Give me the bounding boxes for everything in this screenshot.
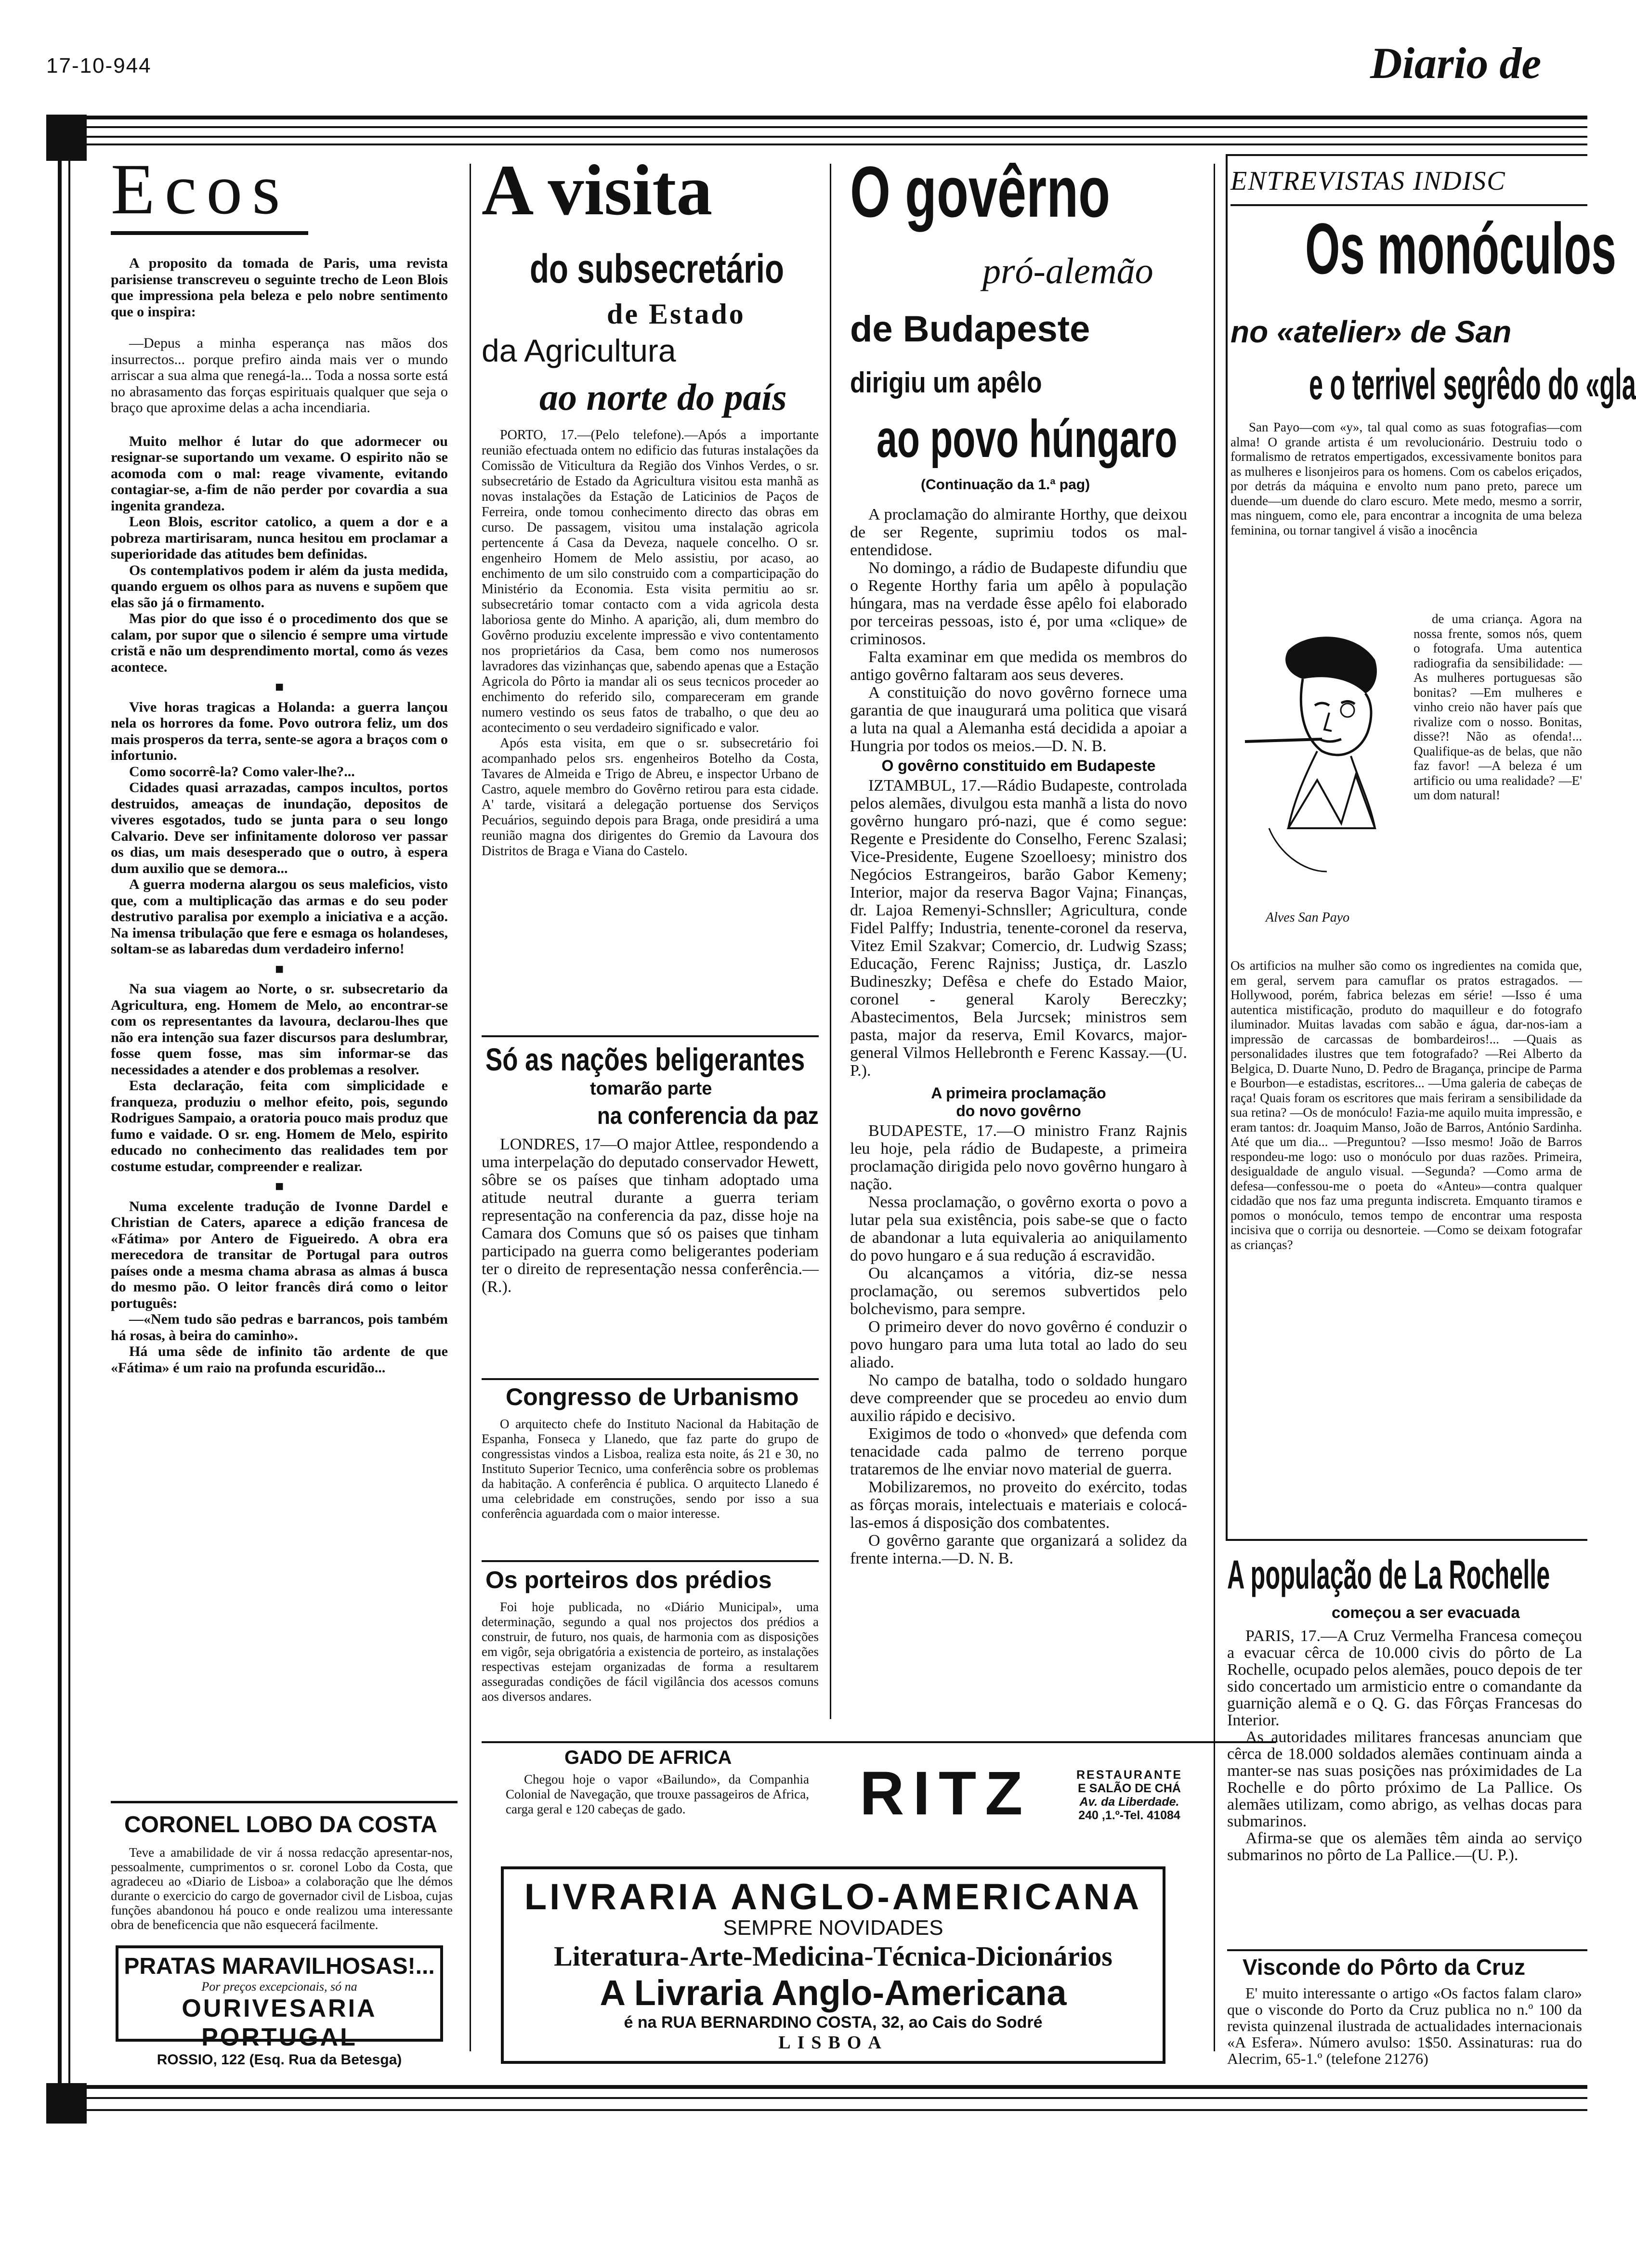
entrevistas-text1: San Payo—com «y», tal qual como as suas fotografias—com alma! O grande artista é um revolucionário. Destruiu todo o formalismo de retratos empertigados, excessivamente bonitos para as mulheres e lisonjeiros para os homens. Com os cabelos eriçados, por detrás da máquina e envolto num pano preto, parece um duende—um duende do claro escuro. Mete medo, mesmo a sorrir, mas ninguem, como ele, para encontrar a incognita de uma beleza feminina, ou tornar tangivel á visão a inocência — [1230, 420, 1582, 537]
urbanismo-rule — [482, 1378, 819, 1380]
header-rule-3 — [87, 136, 1587, 138]
governo-sub1: O govêrno constituido em Budapeste — [881, 757, 1156, 774]
entrevistas-h1: Os monóculos — [1305, 208, 1616, 289]
livraria-ad — [501, 1866, 1165, 2064]
header-rule-4 — [87, 143, 1587, 145]
governo-sub2b: do novo govêrno — [956, 1102, 1081, 1120]
livraria-line4: A Livraria Anglo-Americana — [600, 1973, 1067, 2013]
pratas-line3: OURIVESARIA PORTUGAL — [182, 1994, 377, 2051]
porteiros-text: Foi hoje publicada, no «Diário Municipal», uma determinação, segundo a qual nos projectos dos prédios a construir, de futuro, nos quais, de harmonia com as disposições em vigôr, seja obrigatória a existencia de porteiro, as instalações respectivas estejam organizadas de forma a resultarem asseguradas condições de fácil vigilância dos acessos comuns aos diversos andares. — [482, 1600, 819, 1704]
governo-sub2a: A primeira proclamação — [931, 1084, 1106, 1102]
visconde-title: Visconde do Pôrto da Cruz — [1243, 1955, 1525, 1980]
ritz-name: RITZ — [860, 1759, 1032, 1828]
visconde-rule — [1227, 1949, 1587, 1951]
footer-rule-2 — [87, 2097, 1587, 2099]
governo-h4: dirigiu um apêlo — [850, 366, 1042, 399]
entrevistas-box-top — [1226, 154, 1587, 156]
nacoes-rule — [482, 1035, 819, 1037]
margin-rule-left-2 — [68, 159, 70, 2090]
porteiros-rule — [482, 1560, 819, 1562]
ecos-body — [111, 255, 448, 1376]
ecos-title: Ecos — [111, 149, 290, 229]
visita-h1: A visita — [482, 150, 713, 230]
livraria-line3: Literatura-Arte-Medicina-Técnica-Dicionários — [554, 1941, 1112, 1972]
visita-h3: de Estado — [607, 298, 746, 330]
visita-h2: do subsecretário — [530, 246, 784, 291]
nacoes-h3: na conferencia da paz — [597, 1102, 819, 1129]
governo-h1: O govêrno — [850, 151, 1111, 232]
ecos-separator-1: ■ — [275, 679, 284, 695]
ecos-p1: A proposito da tomada de Paris, uma revista parisiense transcreveu o seguinte trecho de Leon Blois que impressiona pela beleza e pelo nobre sentimento que o inspira: — [111, 255, 448, 320]
ritz-line4: 240 ,1.º-Tel. 41084 — [1078, 1809, 1180, 1822]
lobo-text: Teve a amabilidade de vir á nossa redacção apresentar-nos, pessoalmente, cumprimentos o sr. coronel Lobo da Costa, que agradeceu ao «Diario de Lisboa» a colaboração que lhe démos durante o exercicio do cargo de governador civil de Lisboa, cujas funções abandonou há pouco e onde realizou uma interessante obra de beneficencia que não esquecerá facilmente. — [111, 1845, 453, 1932]
urbanismo-text: O arquitecto chefe do Instituto Nacional da Habitação de Espanha, Fonseca y Llanedo, que faz parte do grupo de congressistas vindos a Lisboa, realiza esta noite, ás 21 e 30, no Instituto Superior Tecnico, uma conferência sobre os problemas da habitação. A conferência é publica. O arquitecto Llanedo é uma celebridade em construções, sendo por isso a sua conferência aguardada com o maior interesse. — [482, 1417, 819, 1521]
ecos-bold-block-4: Numa excelente tradução de Ivonne Dardel e Christian de Caters, aparece a edição francesa de «Fátima» por Antero de Figueiredo. A obra era merecedora de transitar de Portugal para outros países onde a mesma chama abrasa as almas á busca do mesmo pão. O leitor francês dirá como o leitor português: —«Nem tudo são pedras e barrancos, pois também há rosas, à beira do caminho». Há uma sêde de infinito tão ardente de que «Fátima» é um raio na profunda escuridão... — [111, 1198, 448, 1376]
nacoes-text: LONDRES, 17—O major Attlee, respondendo a uma interpelação do deputado conservador Hewett, sôbre se os países que tinham adoptado uma atitude neutral durante a guerra teriam representação na conferencia da paz, disse hoje na Camara dos Comuns que só os paises que tinham participado na guerra como beligerantes poderiam ter o direito de representação nessa conferência.—(R.). — [482, 1135, 819, 1296]
ecos-bold-block-3: Na sua viagem ao Norte, o sr. subsecretario da Agricultura, eng. Homem de Melo, ao encontrar-se com os representantes da lavoura, declarou-lhes que não era intenção sua fazer discursos para deslumbrar, fosse quem fosse, mas sim informar-se das necessidades a atender e dos problemas a resolver. Esta declaração, feita com simplicidade e franqueza, produziu o melhor efeito, pois, segundo Rodrigues Sampaio, a oratoria pouco mais produz que fumo e vaidade. O sr. eng. Homem de Melo, espirito educado no conhecimento das realidades tem por costume estudar, compreender e realizar. — [111, 981, 448, 1174]
rochelle-h1: A população de La Rochelle — [1227, 1552, 1550, 1597]
visconde-text: E' muito interessante o artigo «Os factos falam claro» que o visconde do Porto da Cruz publica no n.º 100 da revista quinzenal ilustrada de actualidades internacionais «A Esfera». Número avulso: 1$50. Assinaturas: rua do Alecrim, 65-1.º (telefone 21276) — [1227, 1984, 1582, 2067]
rochelle-h2: começou a ser evacuada — [1332, 1603, 1520, 1621]
margin-block-bottom — [46, 2083, 87, 2124]
livraria-line6: LISBOA — [778, 2033, 888, 2053]
ecos-separator-3: ■ — [275, 1178, 284, 1194]
governo-body: A proclamação do almirante Horthy, que deixou de ser Regente, suprimiu todos os mal-entendidose. No domingo, a rádio de Budapeste difundiu que o Regente Horthy faria um apêlo à população húngara, mas na verdade êsse apêlo foi elaborado por terceiras pessoas, isto é, por uma «clique» de criminosos. Falta examinar em que medida os membros do antigo govêrno faltaram aos seus deveres. A constituição do novo govêrno fornece uma garantia de que inaugurará uma politica que visará a luta na qual a Alemanha está decidida a apoiar a Hungria por todos os meios.—D. N. B. O govêrno constituido em Budapeste IZTAMBUL, 17.—Rádio Budapeste, controlada pelos alemães, divulgou esta manhã a lista do novo govêrno hungaro pró-nazi, que é como segue: Regente e Presidente do Conselho, Ferenc Szalasi; Vice-Presidente, Eugene Szoelloesy; ministro dos Negócios Estrangeiros, barão Gabor Kemeny; Interior, major da reserva Bagor Vajna; Finanças, dr. Lajoa Remenyi-Schnsller; Agricultura, conde Fidel Palffy; Industria, tenente-coronel da reserva, Vitez Emil Szakvar; Comercio, dr. Ludwig Szass; Educação, Ferenc Rajniss; Justiça, dr. Laszlo Budineszky; Defêsa e chefe do Estado Maior, coronel - general Karoly Bereczky; Abastecimentos, Bela Jurcsek; ministros sem pasta, major da reserva, Emil Kovarcs, major-general Vilmos Hellebronth e Ferenc Kassay.—(U. P.). A primeira proclamação do novo govêrno BUDAPESTE, 17.—O ministro Franz Rajnis leu hoje, pela rádio de Budapeste, a primeira proclamação dirigida pelo novo govêrno hungaro à nação. Nessa proclamação, o govêrno exorta o povo a lutar pela sua existência, pois sabe-se que o facto de abandonar a luta equivaleria ao aniquilamento do povo hungaro e á sua redução á escravidão. Ou alcançamos a vitória, diz-se nessa proclamação, ou seremos subvertidos pelo bolchevismo, para sempre. O primeiro dever do novo govêrno é conduzir o povo hungaro para uma luta total ao lado do seu aliado. No campo de batalha, todo o soldado hungaro deve compreender que se procedeu ao envio dum auxilio rápido e decisivo. Exigimos de todo o «honved» que defenda com tenacidade cada palmo de terreno porque trataremos de lhe enviar novo material de guerra. Mobilizaremos, no proveito do exército, todas as fôrças morais, intelectuais e materiais e colocá-las-emos á disposição dos combatentes. O govêrno garante que organizará a solidez da frente interna.—D. N. B. — [850, 506, 1187, 1567]
ecos-separator-2: ■ — [275, 961, 284, 977]
entrevistas-text-narrow: de uma criança. Agora na nossa frente, somos nós, quem o fotografa. Uma autentica radiografia da sensibilidade: —As mulheres portuguesas são bonitas? —Em mulheres e vinho creio não haver país que rivalize com o nosso. Bonitas, disse?! Não as ofenda!... Qualifique-as de belas, que não faz favor! —A beleza é um artificio ou uma realidade? —E' um dom natural! — [1414, 612, 1582, 802]
pratas-line1: PRATAS MARAVILHOSAS!... — [124, 1954, 435, 1979]
entrevistas-kicker: ENTREVISTAS INDISC — [1230, 166, 1506, 196]
livraria-line5: é na RUA BERNARDINO COSTA, 32, ao Cais do Sodré — [624, 2013, 1043, 2032]
ecos-bold-block-1: Muito melhor é lutar do que adormecer ou resignar-se suportando um vexame. O espirito não se acomoda com o mal: reage vivamente, evitando contagiar-se, a-fim de não perder por covardia a sua ingenita grandeza. Leon Blois, escritor catolico, a quem a dor e a pobreza martirisaram, nunca hesitou em proclamar a superioridade das atitudes bem definidas. Os contemplativos podem ir além da justa medida, quando erguem os olhos para as nuvens e supõem que elas são já o firmamento. Mas pior do que isso é o procedimento dos que se calam, por supor que o silencio é sempre uma virtude cristã e não um desprendimento mortal, como ás vezes acontece. — [111, 433, 448, 675]
rochelle-body: PARIS, 17.—A Cruz Vermelha Francesa começou a evacuar cêrca de 10.000 civis do pôrto de La Rochelle, ocupado pelos alemães, pouco depois de ter sido concertado um armisticio entre o comandante da guarnição alemã e o Q. G. das Fôrças Francesas do Interior. As autoridades militares francesas anunciam que cêrca de 18.000 soldados alemães continuam ainda a manter-se nas suas posições nas próximidades de La Rochelle e do pôrto próximo de La Pallice. Os alemães utilizam, como abrigo, as velhas docas para submarinos. Afirma-se que os alemães têm ainda ao serviço submarinos no pôrto de La Pallice.—(U. P.). — [1227, 1627, 1582, 1864]
ritz-line3: Av. da Liberdade. — [1079, 1795, 1179, 1809]
ritz-line1: RESTAURANTE — [1076, 1768, 1183, 1782]
footer-rule — [87, 2085, 1587, 2089]
pratas-ad — [116, 1945, 443, 2068]
nacoes-h2: tomarão parte — [590, 1079, 712, 1099]
livraria-line1: LIVRARIA ANGLO-AMERICANA — [524, 1877, 1142, 1917]
header-rule-2 — [87, 126, 1587, 128]
issue-date: 17-10-944 — [46, 54, 152, 78]
entrevistas-box-left — [1226, 154, 1228, 1541]
lobo-rule — [111, 1801, 458, 1803]
visita-h4: da Agricultura — [482, 333, 676, 368]
ritz-details — [1050, 1768, 1209, 1822]
porteiros-title: Os porteiros dos prédios — [485, 1566, 772, 1593]
caricature-image — [1230, 621, 1409, 905]
visita-body: PORTO, 17.—(Pelo telefone).—Após a importante reunião efectuada ontem no edificio das futuras instalações da Comissão de Viticultura da Região dos Vinhos Verdes, o sr. subsecretário de Estado da Agricultura visitou esta manhã as novas instalações da Estação de Laticinios de Paços de Ferreira, onde tomou conhecimento directo das obras em curso. De passagem, visitou uma instalação agricola pertencente á Casa da Deveza, naquele concelho. O sr. engenheiro Homem de Melo assistiu, por acaso, ao enchimento de um silo construido com a comparticipação do Ministério da Economia. Esta visita permitiu ao sr. subsecretário tomar contacto com a vida agricola desta laboriosa gente do Minho. A aparição, ali, dum membro do Govêrno produziu excelente impressão e vivo contentamento nos proprietários da Casa, bem como nos numerosos lavradores das vizinhanças que, sabendo apenas que a Estação Agricola do Pôrto ia mandar ali os seus tecnicos proceder ao enchimento do referido silo, compareceram em grande numero vestindo os seus fatos de trabalho, o que deu ao acontecimento o seu verdadeiro significado e valor. Após esta visita, em que o sr. subsecretário foi acompanhado pelos srs. engenheiros Botelho da Costa, Tavares de Almeida e Trigo de Abreu, e inspector Urbano de Castro, aquele membro do Govêrno retirou para esta cidade. A' tarde, visitará a delegação portuense dos Serviços Pecuários, seguindo depois para Braga, onde presidirá a uma reunião magna dos dirigentes do Gremio da Lavoura dos Distritos de Braga e Viana do Castelo. — [482, 428, 819, 859]
ritz-line2: E SALÃO DE CHÁ — [1078, 1782, 1181, 1795]
entrevistas-h3: e o terrivel segrêdo do «gla — [1309, 361, 1636, 409]
pratas-line2: Por preços excepcionais, só na — [201, 1980, 357, 1994]
pratas-line4: ROSSIO, 122 (Esq. Rua da Betesga) — [157, 2052, 402, 2068]
col-separator-1 — [470, 164, 471, 2051]
paper-name: Diario de — [1370, 39, 1542, 88]
livraria-line2: SEMPRE NOVIDADES — [723, 1916, 943, 1940]
governo-h5: ao povo húngaro — [877, 409, 1178, 469]
entrevistas-text2: Os artificios na mulher são como os ingredientes na comida que, em geral, servem para camuflar os pratos estragados. —Hollywood, porém, fabrica belezas em série! —Isso é uma autentica mistificação, produto do maquilleur e do fotografo iluminador. Muitas lavadas com sabão e água, dar-nos-iam a impressão de carcassas de bombardeiros!... —Quais as personalidades ilustres que tem fotografado? —Rei Alberto da Belgica, D. Duarte Nuno, D. Pedro de Bragança, principe de Parma e Bourbon—e estadistas, escritores... —Uma galeria de cabeças de raça! Quais foram os escritores que mais feriram a sensibilidade da sua retina? —Os de monóculo! Fazia-me aquilo muita impressão, e eram tantos: dr. Joaquim Manso, João de Barros, António Sardinha. Até que um dia... —Preguntou? —Isso mesmo! João de Barros respondeu-me logo: uso o monóculo por duas razões. Primeira, desigualdade de angulo visual. —Segunda? —Como arma de defesa—confessou-me o poeta do «Anteu»—contra qualquer cidadão que nos faz uma pregunta indiscreta. Emquanto tiramos e pomos o monóculo, temos tempo de encontrar uma resposta incisiva que o corrija ou desnorteie. —Como se deixam fotografar as crianças? — [1230, 958, 1582, 1252]
gado-text: Chegou hoje o vapor «Bailundo», da Companhia Colonial de Navegação, que trouxe passageiros de Africa, carga geral e 120 cabeças de gado. — [506, 1772, 809, 1816]
lobo-title: CORONEL LOBO DA COSTA — [124, 1812, 437, 1838]
governo-cont: (Continuação da 1.ª pag) — [921, 477, 1090, 493]
nacoes-h1: Só as nações beligerantes — [485, 1042, 805, 1077]
col-separator-2 — [830, 164, 831, 1719]
ecos-bold-block-2: Vive horas tragicas a Holanda: a guerra lançou nela os horrores da fome. Povo outrora feliz, um dos mais prosperos da terra, sente-se agora a braços com o infortunio. Como socorrê-la? Como valer-lhe?... Cidades quasi arrazadas, campos incultos, portos destruidos, ameaças de inundação, depositos de viveres esgotados, tudo se junta para o seu longo Calvario. Deve ser infinitamente doloroso ver passar os dias, um mais desesperado que o outro, à espera dum auxilio que se demora... A guerra moderna alargou os seus maleficios, visto que, com a multiplicação das armas e do seu poder destrutivo paralisa por exemplo a iniciativa e a acção. Na imensa tribulação que fere e esmaga os holandeses, soltam-se as labaredas dum verdadeiro inferno! — [111, 699, 448, 957]
ecos-title-rule — [111, 231, 308, 235]
caricature-drawing — [1230, 621, 1409, 905]
ecos-p2: —Depus a minha esperança nas mãos dos insurrectos... porque prefiro ainda mais ver o mundo arriscar a sua alma que renegá-la... Toda a nossa sorte está no abrasamento das forças espirituais qualquer que seja o braço que aproxime delas a acha incendiaria. — [111, 335, 448, 416]
entrevistas-kicker-rule — [1230, 204, 1587, 206]
col-separator-3 — [1214, 164, 1215, 2051]
governo-h2: pró-alemão — [982, 251, 1153, 291]
margin-block-top — [46, 115, 87, 161]
gado-title: GADO DE AFRICA — [564, 1747, 732, 1768]
footer-rule-3 — [87, 2109, 1587, 2111]
governo-h3: de Budapeste — [850, 309, 1090, 350]
visita-h5: ao norte do país — [539, 376, 787, 418]
urbanismo-title: Congresso de Urbanismo — [506, 1383, 799, 1410]
entrevistas-box-bottom — [1226, 1539, 1587, 1541]
margin-rule-left — [58, 159, 62, 2090]
gado-rule — [482, 1741, 1276, 1743]
caricature-caption: Alves San Payo — [1266, 910, 1350, 925]
header-rule-top — [87, 116, 1587, 119]
entrevistas-h2: no «atelier» de San — [1230, 314, 1512, 349]
